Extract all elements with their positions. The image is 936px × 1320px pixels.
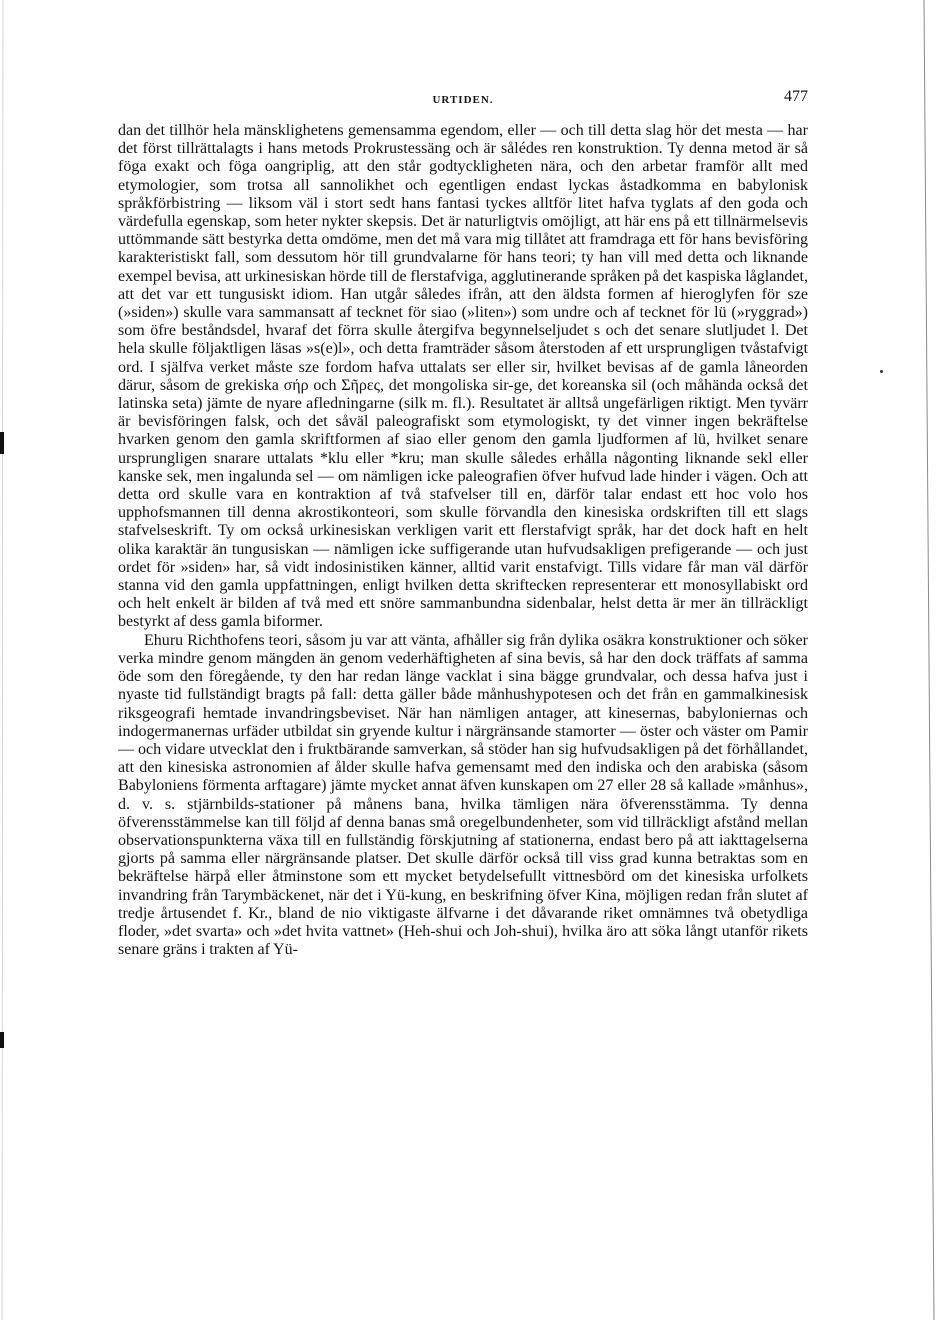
paragraph: dan det tillhör hela mänsklighetens gemensamma egendom, eller — och till detta slag hör det mesta — har det först tillrättalagts i hans metods Prokrustessäng och är sålédes ren konstruktion. Ty denna metod är så föga exakt och föga oangriplig, att den står godtyckligheten nära, och den arbetar framför allt med etymologier, som trotsa all sannolikhet och egentligen endast lyckas åstadkomma en babylonisk språkförbistring — liksom väl i stort sedt hans fantasi tyckes alltför litet hafva tyglats af den goda och värdefulla egenskap, som heter nykter skepsis. Det är naturligtvis omöjligt, att här ens på ett tillnärmelsevis uttömmande sätt bestyrka detta omdöme, men det må vara mig tillåtet att framdraga ett för hans bevisföring karakteristiskt fall, som dessutom hör till grundvalarne för hans teori; ty han vill med detta och liknande exempel bevisa, att urkinesiskan hörde till de flerstafviga, agglutinerande språken på det kaspiska låglandet, att det var ett tungusiskt idiom. Han utgår således ifrån, att den äldsta formen af hieroglyfen för sze (»siden») skulle vara sammansatt af tecknet för siao (»liten») som undre och af tecknet för lü (»ryggrad») som öfre beståndsdel, hvaraf det förra skulle återgifva begynnelseljudet s och det senare slutljudet l. Det hela skulle följaktligen läsas »s(e)l», och detta framträder såsom återstoden af ett ursprungligen tvåstafvigt ord. I själfva verket måste sze fordom hafva uttalats ser eller sir, hvilket bevisas af de gamla låneorden därur, såsom de grekiska σήρ och Σῆρες, det mongoliska sir-ge, det koreanska sil (och måhända också det latinska seta) jämte de nyare afledningarne (silk m. fl.). Resultatet är alltså ungefärligen riktigt. Men tyvärr är bevisföringen falsk, och det såväl paleografiskt som etymologiskt, ty det vinner ingen bekräftelse hvarken genom den gamla skriftformen af siao eller genom den gamla ljudformen af lü, hvilket senare ursprungligen snarare uttalats *klu eller *kru; man skulle således erhålla någonting liknande sekl eller kanske sek, men ingalunda sel — om nämligen icke paleografien öfver hufvud lade hinder i vägen. Och att detta ord skulle vara en kontraktion af två stafvelser till en, därför talar endast ett hoc volo hos upphofsmannen till denna akrostikonteori, som skulle förvandla den kinesiska ordskriften till ett slags stafvelseskrift. Ty om också urkinesiskan verkligen varit ett flerstafvigt språk, har det dock haft en helt olika karaktär än tungusiskan — nämligen icke suffigerande utan hufvudsakligen prefigerande — och just ordet för »siden» har, så vidt indosinistiken känner, alltid varit enstafvigt. Tills vidare får man väl därför stanna vid den gamla uppfattningen, enligt hvilken detta skriftecken representerar ett monosyllabiskt ord och helt enkelt är bilden af två med ett snöre sammanbundna sidenbalar, helst detta är mer än tillräckligt bestyrkt af dess gamla biformer.	[118, 122, 808, 631]
binding-mark	[0, 432, 4, 454]
speck	[880, 370, 883, 373]
body-text	[118, 122, 808, 959]
paragraph: Ehuru Richthofens teori, såsom ju var att vänta, afhåller sig från dylika osäkra konstruktioner och söker verka mindre genom mängden än genom vederhäftigheten af sina bevis, så har den dock träffats af samma öde som den föregående, ty den har redan länge vacklat i sina bägge grundvalar, och dessa hafva just i nyaste tid fullständigt bragts på fall: detta gäller både månhushypotesen och det från en gammalkinesisk riksgeografi hemtade invandringsbeviset. När han nämligen antager, att kinesernas, babyloniernas och indogermanernas urfäder utbildat sin gryende kultur i närgränsande stamorter — öster och väster om Pamir — och vidare utvecklat den i fruktbärande samverkan, så stöder han sig hufvudsakligen på det förhållandet, att den kinesiska astronomien af ålder skulle hafva gemensamt med den indiska och den arabiska (såsom Babyloniens förmenta arftagare) jämte mycket annat äfven kunskapen om 27 eller 28 så kallade »månhus», d. v. s. stjärnbilds-stationer på månens bana, hvilka tämligen nära öfverensstämma. Ty denna öfverensstämmelse kan till följd af denna banas små oregelbundenheter, som vid tillräckligt afstånd mellan observationspunkterna växa till en fullständig förskjutning af stationerna, endast bero på att iakttagelserna gjorts på samma eller närgränsande platser. Det skulle därför också till viss grad kunna betraktas som en bekräftelse härpå eller åtminstone som ett mycket betydelsefullt vittnesbörd om det kinesiska urfolkets invandring från Tarymbäckenet, när det i Yü-kung, en beskrifning öfver Kina, möjligen redan från slutet af tredje årtusendet f. Kr., bland de nio viktigaste älfvarne i det dåvarande riket omnämnes två obetydliga floder, »det svarta» och »det hvita vattnet» (Heh-shui och Joh-shui), hvilka äro att söka långt utanför rikets senare gräns i trakten af Yü-	[118, 631, 808, 959]
running-title: URTIDEN.	[432, 94, 494, 106]
page-number: 477	[784, 88, 808, 105]
page-header	[118, 88, 808, 112]
binding-mark	[0, 1032, 4, 1048]
